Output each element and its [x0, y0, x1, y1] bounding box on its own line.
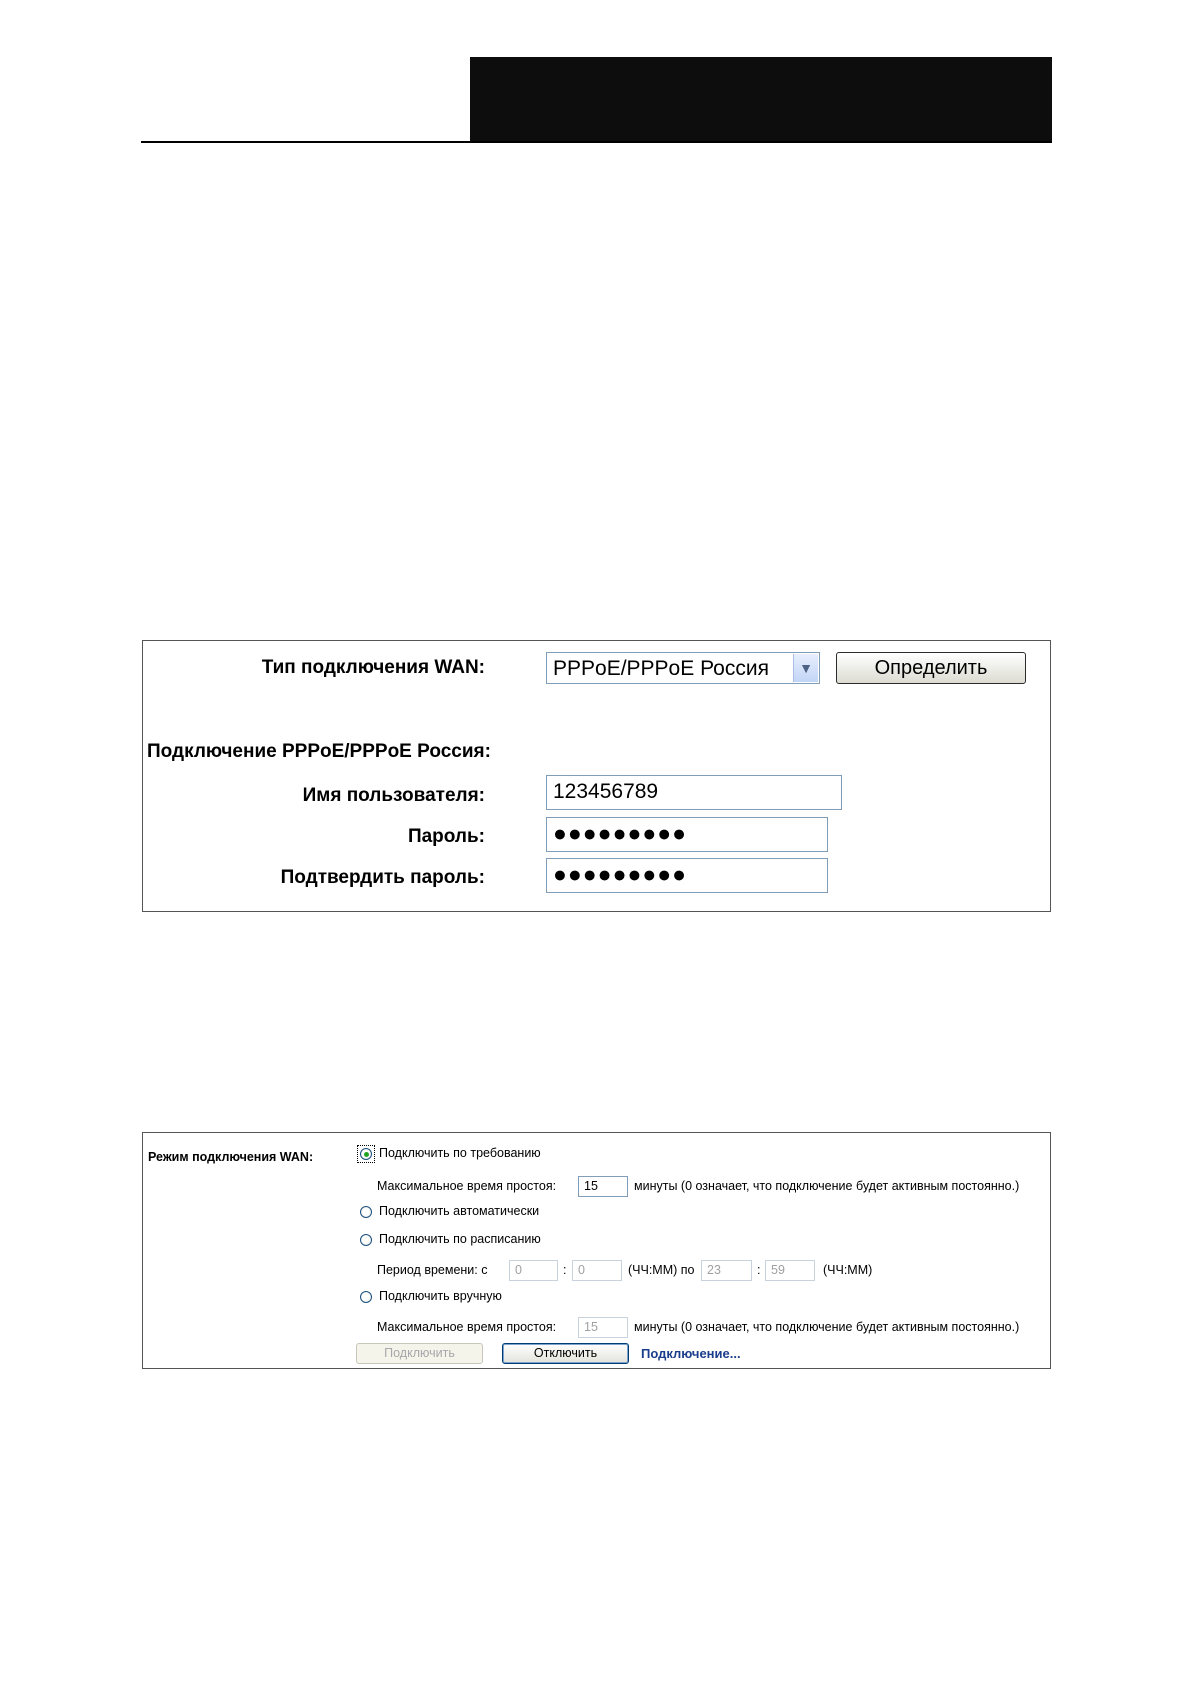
- auto-label: Подключить автоматически: [379, 1204, 540, 1218]
- wan-type-label: Тип подключения WAN:: [261, 657, 485, 678]
- to-colon: :: [757, 1263, 761, 1277]
- radio-manual[interactable]: [360, 1291, 372, 1303]
- on-demand-idle-input[interactable]: 15: [578, 1176, 628, 1197]
- manual-idle-label: Максимальное время простоя:: [377, 1320, 557, 1334]
- header-rule: [141, 141, 1052, 143]
- wan-type-select[interactable]: [546, 652, 820, 684]
- to-format-label: (ЧЧ:ММ): [823, 1263, 873, 1277]
- manual-label: Подключить вручную: [379, 1289, 502, 1303]
- username-label: Имя пользователя:: [302, 785, 485, 806]
- confirm-password-label: Подтвердить пароль:: [280, 867, 485, 888]
- manual-idle-note: минуты (0 означает, что подключение будет активным постоянно.): [634, 1320, 1020, 1334]
- header-bar: [470, 57, 1052, 143]
- from-mm-input[interactable]: 0: [572, 1260, 622, 1281]
- username-field[interactable]: 123456789: [546, 775, 842, 810]
- manual-idle-input[interactable]: 15: [578, 1317, 628, 1338]
- radio-schedule[interactable]: [360, 1234, 372, 1246]
- period-label: Период времени: с: [377, 1263, 488, 1277]
- connect-button[interactable]: Подключить: [356, 1343, 483, 1364]
- to-mm-input[interactable]: 59: [765, 1260, 815, 1281]
- wan-type-panel: [142, 640, 1051, 912]
- password-label: Пароль:: [407, 826, 485, 847]
- on-demand-idle-note: минуты (0 означает, что подключение будет активным постоянно.): [634, 1179, 1020, 1193]
- chevron-down-icon[interactable]: ▼: [793, 654, 818, 682]
- password-field[interactable]: ●●●●●●●●●: [546, 817, 828, 852]
- radio-on-demand[interactable]: [360, 1148, 372, 1160]
- from-hh-input[interactable]: 0: [509, 1260, 558, 1281]
- detect-button[interactable]: Определить: [836, 652, 1026, 684]
- schedule-label: Подключить по расписанию: [379, 1232, 541, 1246]
- from-colon: :: [563, 1263, 567, 1277]
- section-title: Подключение PPPoE/PPPoE Россия:: [147, 741, 491, 762]
- connection-status: Подключение...: [641, 1346, 741, 1361]
- wan-mode-panel: [142, 1132, 1051, 1369]
- wan-type-value: PPPoE/PPPoE Россия: [553, 657, 769, 680]
- radio-auto[interactable]: [360, 1206, 372, 1218]
- to-hh-input[interactable]: 23: [701, 1260, 752, 1281]
- on-demand-idle-label: Максимальное время простоя:: [377, 1179, 557, 1193]
- on-demand-label: Подключить по требованию: [379, 1146, 541, 1160]
- disconnect-button[interactable]: Отключить: [502, 1343, 629, 1364]
- wan-mode-label: Режим подключения WAN:: [148, 1150, 314, 1164]
- confirm-password-field[interactable]: ●●●●●●●●●: [546, 858, 828, 893]
- from-format-label: (ЧЧ:ММ) по: [628, 1263, 695, 1277]
